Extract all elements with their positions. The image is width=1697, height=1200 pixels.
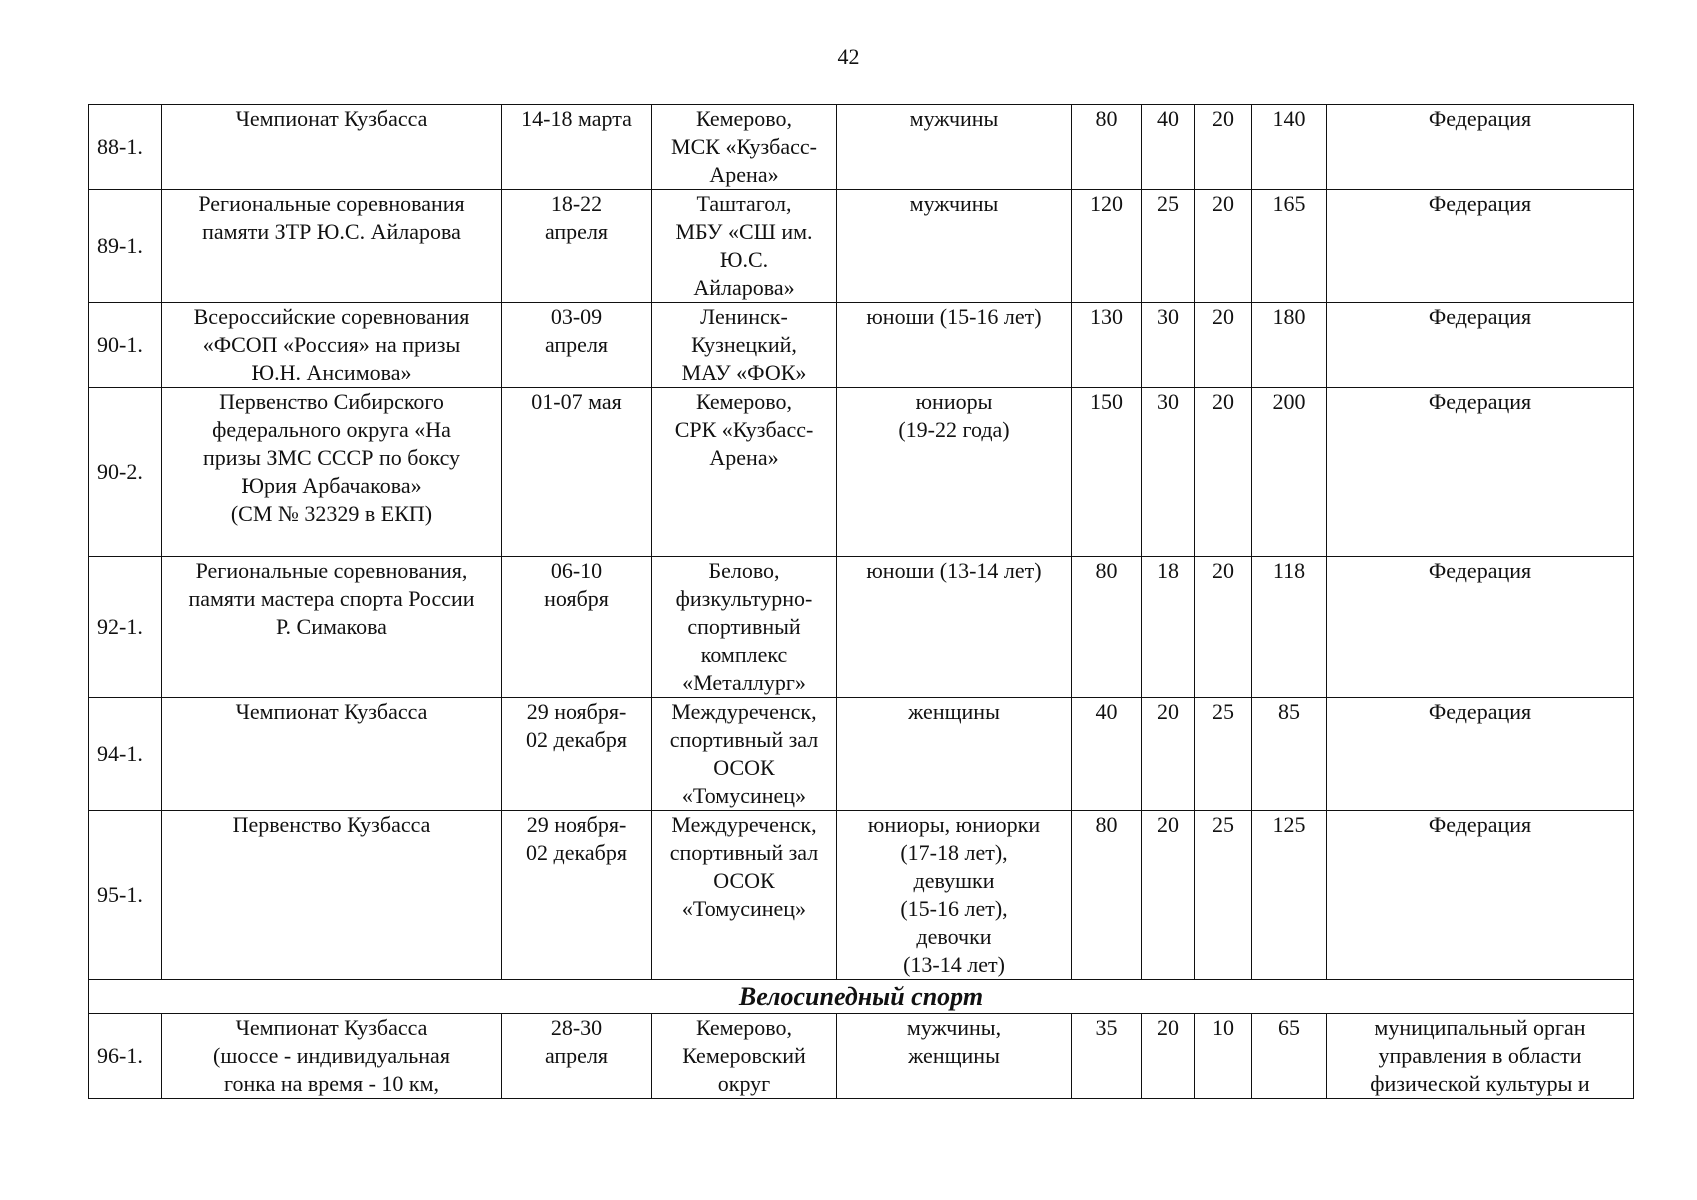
page-number: 42 xyxy=(837,44,860,69)
table-row xyxy=(89,1014,1634,1099)
event-dates: 14-18 марта xyxy=(502,105,652,190)
participant-group: мужчины, женщины xyxy=(837,1014,1072,1099)
count-b: 20 xyxy=(1142,698,1195,811)
organizer: Федерация xyxy=(1327,698,1634,811)
table-row xyxy=(89,105,1634,190)
count-b: 20 xyxy=(1142,1014,1195,1099)
event-dates: 01-07 мая xyxy=(502,388,652,557)
row-number: 92-1. xyxy=(89,557,162,698)
event-name: Всероссийские соревнования «ФСОП «Россия» на призы Ю.Н. Ансимова» xyxy=(162,303,502,388)
event-place: Междуреченск, спортивный зал ОСОК «Томусинец» xyxy=(652,811,837,980)
count-b: 25 xyxy=(1142,190,1195,303)
participant-group: мужчины xyxy=(837,105,1072,190)
count-a: 80 xyxy=(1072,105,1142,190)
organizer: Федерация xyxy=(1327,105,1634,190)
row-number: 90-2. xyxy=(89,388,162,557)
section-title: Велосипедный спорт xyxy=(89,980,1634,1014)
count-b: 20 xyxy=(1142,811,1195,980)
participant-group: мужчины xyxy=(837,190,1072,303)
organizer: Федерация xyxy=(1327,557,1634,698)
table-row xyxy=(89,388,1634,557)
row-number: 95-1. xyxy=(89,811,162,980)
count-a: 40 xyxy=(1072,698,1142,811)
event-place: Кемерово, Кемеровский округ xyxy=(652,1014,837,1099)
count-a: 130 xyxy=(1072,303,1142,388)
count-c: 20 xyxy=(1195,190,1252,303)
schedule-table xyxy=(88,104,1634,1099)
participant-group: юниоры, юниорки (17-18 лет), девушки (15-16 лет), девочки (13-14 лет) xyxy=(837,811,1072,980)
count-c: 20 xyxy=(1195,303,1252,388)
event-dates: 18-22 апреля xyxy=(502,190,652,303)
count-c: 20 xyxy=(1195,105,1252,190)
row-number: 90-1. xyxy=(89,303,162,388)
event-name: Чемпионат Кузбасса xyxy=(162,698,502,811)
event-dates: 28-30 апреля xyxy=(502,1014,652,1099)
event-name: Первенство Кузбасса xyxy=(162,811,502,980)
row-number: 88-1. xyxy=(89,105,162,190)
count-a: 35 xyxy=(1072,1014,1142,1099)
count-b: 30 xyxy=(1142,388,1195,557)
count-b: 40 xyxy=(1142,105,1195,190)
organizer: Федерация xyxy=(1327,811,1634,980)
count-a: 150 xyxy=(1072,388,1142,557)
row-number: 94-1. xyxy=(89,698,162,811)
count-total: 85 xyxy=(1252,698,1327,811)
event-place: Ленинск- Кузнецкий, МАУ «ФОК» xyxy=(652,303,837,388)
count-a: 80 xyxy=(1072,811,1142,980)
event-name: Региональные соревнования, памяти мастера спорта России Р. Симакова xyxy=(162,557,502,698)
count-c: 25 xyxy=(1195,698,1252,811)
event-place: Кемерово, МСК «Кузбасс- Арена» xyxy=(652,105,837,190)
count-b: 30 xyxy=(1142,303,1195,388)
count-c: 25 xyxy=(1195,811,1252,980)
count-total: 125 xyxy=(1252,811,1327,980)
table-row xyxy=(89,811,1634,980)
count-total: 165 xyxy=(1252,190,1327,303)
table-row xyxy=(89,190,1634,303)
event-dates: 29 ноября- 02 декабря xyxy=(502,698,652,811)
count-a: 80 xyxy=(1072,557,1142,698)
event-place: Таштагол, МБУ «СШ им. Ю.С. Айларова» xyxy=(652,190,837,303)
event-place: Белово, физкультурно- спортивный комплекс «Металлург» xyxy=(652,557,837,698)
section-header-row xyxy=(89,980,1634,1014)
event-place: Кемерово, СРК «Кузбасс- Арена» xyxy=(652,388,837,557)
organizer: муниципальный орган управления в области физической культуры и xyxy=(1327,1014,1634,1099)
participant-group: юноши (15-16 лет) xyxy=(837,303,1072,388)
participant-group: юниоры (19-22 года) xyxy=(837,388,1072,557)
organizer: Федерация xyxy=(1327,303,1634,388)
table-row xyxy=(89,698,1634,811)
table-row xyxy=(89,557,1634,698)
count-b: 18 xyxy=(1142,557,1195,698)
organizer: Федерация xyxy=(1327,190,1634,303)
participant-group: юноши (13-14 лет) xyxy=(837,557,1072,698)
count-total: 118 xyxy=(1252,557,1327,698)
event-name: Первенство Сибирского федерального округа «На призы ЗМС СССР по боксу Юрия Арбачакова» (СМ № 32329 в ЕКП) xyxy=(162,388,502,557)
count-total: 140 xyxy=(1252,105,1327,190)
event-name: Чемпионат Кузбасса xyxy=(162,105,502,190)
event-dates: 29 ноября- 02 декабря xyxy=(502,811,652,980)
row-number: 96-1. xyxy=(89,1014,162,1099)
row-number: 89-1. xyxy=(89,190,162,303)
event-place: Междуреченск, спортивный зал ОСОК «Томусинец» xyxy=(652,698,837,811)
event-dates: 06-10 ноября xyxy=(502,557,652,698)
table-row xyxy=(89,303,1634,388)
count-c: 10 xyxy=(1195,1014,1252,1099)
count-total: 65 xyxy=(1252,1014,1327,1099)
count-c: 20 xyxy=(1195,557,1252,698)
count-total: 180 xyxy=(1252,303,1327,388)
event-dates: 03-09 апреля xyxy=(502,303,652,388)
count-a: 120 xyxy=(1072,190,1142,303)
event-name: Региональные соревнования памяти ЗТР Ю.С. Айларова xyxy=(162,190,502,303)
count-c: 20 xyxy=(1195,388,1252,557)
event-name: Чемпионат Кузбасса (шоссе - индивидуальная гонка на время - 10 км, xyxy=(162,1014,502,1099)
organizer: Федерация xyxy=(1327,388,1634,557)
count-total: 200 xyxy=(1252,388,1327,557)
participant-group: женщины xyxy=(837,698,1072,811)
